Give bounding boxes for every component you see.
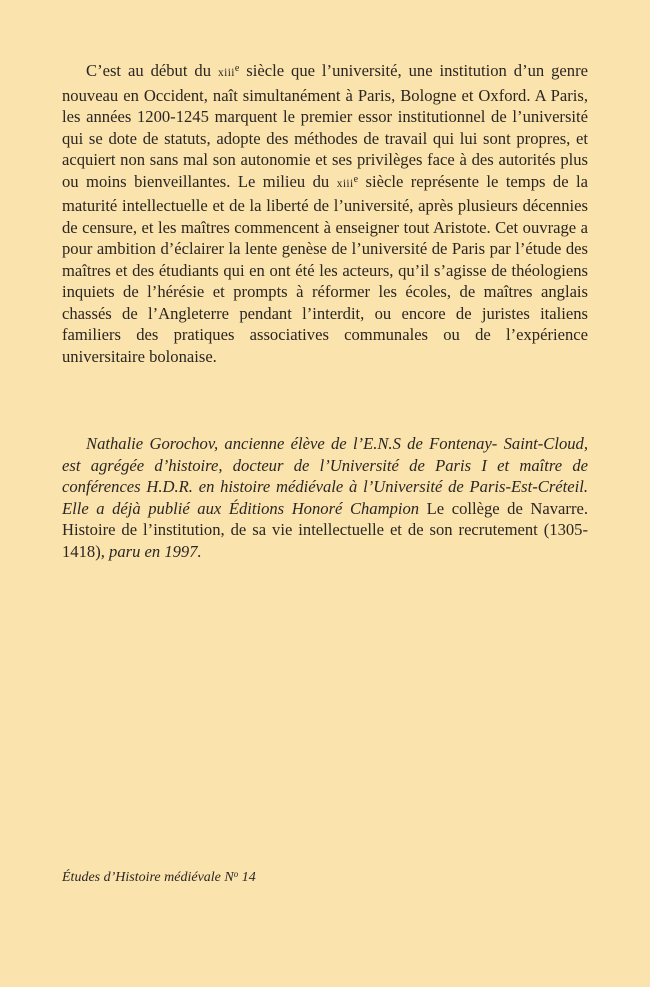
series-name: Études d’Histoire médiévale N — [62, 870, 234, 885]
century-superscript: e — [234, 63, 240, 74]
series-number: 14 — [238, 870, 256, 885]
bio-outro: , paru en 1997. — [100, 541, 202, 561]
summary-text-2: siècle que l’université, une institution d’un genre nouveau en Occident, naît simultanément à Paris, Bologne et Oxford. A Paris, les années 1200-1245 marquent le premier essor institutionnel de l’université qui se dote de statuts, adopte des méthodes de travail qui lui sont propres, et acquiert non sans mal son autonomie et ses privilèges face à des autorités plus ou moins bienveillantes. Le milieu du — [62, 61, 588, 191]
century-numeral: xiii — [336, 177, 354, 190]
summary-text-3: siècle représente le temps de la maturité intellectuelle et de la liberté de l’université, après plusieurs décennies de censure, et les maîtres commencent à enseigner tout Aristote. Cet ouvrage a pour ambition d’éclairer la lente genèse de l’université de Paris par l’étude des maîtres et des étudiants qui en ont été les acteurs, qu’il s’agisse de théologiens inquiets de l’hérésie et prompts à réformer les écoles, de maîtres anglais chassés de l’Angleterre pendant l’interdit, ou encore de juristes italiens familiers des pratiques associatives communales ou de l’expérience universitaire bolonaise. — [62, 171, 588, 366]
series-number-sup: o — [233, 869, 239, 879]
century-superscript: e — [353, 173, 359, 185]
bio-intro: Nathalie Gorochov, ancienne élève de l’E.N.S de Fontenay- Saint-Cloud, est agrégée d’histoire, docteur de l’Université de Paris I et maître de conférences H.D.R. en histoire médiévale à l’Université de Paris-Est-Créteil. Elle a déjà publié aux Éditions Honoré Champion — [62, 434, 588, 518]
author-bio — [62, 433, 588, 562]
bio-book-title: Le collège de Navarre. Histoire de l’institution, de sa vie intellectuelle et de son recrutement (1305-1418) — [62, 498, 588, 561]
book-summary — [62, 60, 588, 367]
summary-text-1: C’est au début du — [86, 61, 218, 80]
series-label — [62, 870, 256, 886]
century-numeral: xiii — [217, 67, 235, 79]
